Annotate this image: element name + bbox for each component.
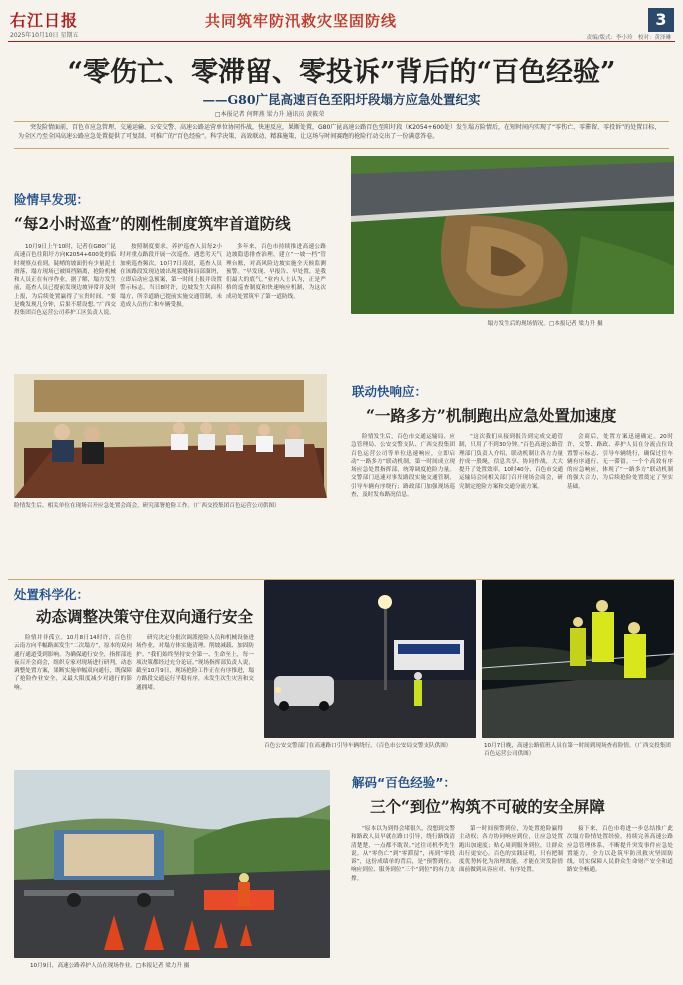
section1-title: “每2小时巡查”的刚性制度筑牢首道防线 — [14, 214, 291, 233]
landslide-photo — [351, 156, 674, 314]
section2-column-3: 会商后，处置方案迅速确定。20时许，交警、路政、养护人员在分流点位设置警示标志、引导车辆绕行，确保过往车辆有序通行、无一滞留。一个个高效有序的应急响应，体现了“一路多方”联动机制的强大合力，为后续抢险处置奠定了坚实基础。 — [567, 434, 673, 490]
section3-label: 处置科学化： — [14, 587, 90, 602]
meeting-photo — [14, 374, 327, 498]
page-headline: “零伤亡、零滞留、零投诉”背后的“百色经验” — [67, 57, 616, 88]
night-traffic-illustration — [264, 580, 476, 738]
section1-column-3: 多年来，百色市持续推进高速公路边坡隐患排查治理，建立“一坡一档”管理台账，对高风险边坡实施全天候监测预警。“早发现、早报告、早处置，是我们最大的底气。”业内人士认为，正是严格的巡查制度和快速响应机制，为这次成功处置筑牢了第一道防线。 — [226, 244, 326, 300]
meeting-caption: 险情发生后，相关单位在现场召开应急处置会商会，研究部署抢险工作。（广西交投集团百色运营公司供图） — [14, 503, 280, 509]
meeting-illustration — [14, 374, 327, 498]
cones-caption: 10月9日，高速公路养护人员在现场作业。□本报记者 梁力升 摄 — [30, 963, 190, 969]
night-workers-caption: 10月7日晚，高速公路值班人员在第一时间到现场查看险情。（广西交投集团百色运营公司供图） — [484, 743, 671, 757]
top-rule — [8, 41, 675, 42]
night-traffic-photo — [264, 580, 476, 738]
landslide-illustration — [351, 156, 674, 314]
page-number: 3 — [648, 8, 674, 32]
editor-credits: 责编/版式：李小玲 校对：黄泽琳 — [586, 35, 671, 41]
section1-column-1: 10月9日上午10时，记者在G80广昆高速百色往阳圩方向K2054+600处的临时观察点看到，陡峭的坡面仍有少量泥土滑落，塌方现场已被围挡隔离，抢险机械和人员正在有序作业。据了解，塌方发生前，巡查人员已提前发现边坡异常并及时上报，为后续处置赢得了宝贵时间。“要是晚发现几分钟，后果不堪设想。”广西交投集团百色运营公司养护工区负责人说。 — [14, 244, 116, 317]
landslide-caption: 塌方发生后的现场情况。□本报记者 梁力升 摄 — [487, 321, 603, 327]
issue-date: 2025年10月10日 星期五 — [10, 32, 79, 39]
section2-column-1: 险情发生后，百色市交通运输局、应急管理局、公安交警支队、广西交投集团百色运营公司等单位迅速响应，立即启动“一路多方”联动机制，第一时间成立现场应急处置指挥部，统筹调度抢险力量。交警部门迅速对事发路段实施交通管制，引导车辆有序绕行；路政部门加强现场巡查，及时发布路况信息。 — [351, 434, 455, 499]
section1-column-2: 按照制度要求，养护巡查人员每2小时对重点路段开展一次巡查，遇恶劣天气加密巡查频次。10月7日凌晨，巡查人员在该路段发现边坡出现裂缝和局部溜坍，立即启动应急预案，第一时间上报并设置警示标志。当日8时许，边坡发生大面积塌方，所幸道路已提前实施交通管制，未造成人员伤亡和车辆受损。 — [120, 244, 222, 309]
section4-label: 解码“百色经验”： — [352, 775, 456, 790]
night-workers-photo — [482, 580, 674, 738]
section2-column-2: “这次我们从接到报告到完成交通管制，只用了不到30分钟。”百色高速公路管理部门负责人介绍，联动机制让各方力量拧成一股绳，信息共享、协同作战，大大提升了处置效率。10时40分，百色市交通运输局会同相关部门召开现场会商会，研究制定抢险方案和交通分流方案。 — [459, 434, 563, 490]
section2-title: “一路多方”机制跑出应急处置加速度 — [366, 406, 617, 425]
page-subheadline: ——G80广昆高速百色至阳圩段塌方应急处置纪实 — [202, 92, 481, 107]
section4-column-1: “原本以为到得会堵很久，没想到交警和路政人员早就在路口引导，绕行路线清清楚楚，一点都不耽误。”过往司机李先生说。从“零伤亡”到“零滞留”，再到“零投诉”，这份成绩单的背后，是“预警到位、响应到位、服务到位”三个“到位”的有力支撑。 — [351, 826, 455, 882]
cones-photo — [14, 770, 330, 958]
intro-paragraph: 突发险情面前，百色市应急管理、交通运输、公安交警、高速公路运营单位协同作战，快速反应，果断处置，G80广昆高速公路百色至阳圩段（K2054+600处）发生塌方险情后，在短时间内实现了“零伤亡、零滞留、零投诉”的处置目标，为全区乃至全国高速公路应急处置提供了可复制、可推广的“百色经验”。科学决策、高效联动、精准施策，让这场与时间赛跑的抢险行动交出了一份满意答卷。 — [14, 121, 669, 149]
byline: □本报记者 何辉燕 梁力升 通讯员 黄筱荣 — [215, 111, 325, 118]
section4-column-2: 第一时间预警到位，为处置抢险赢得主动权；各方协同响应到位，让应急处置跑出加速度；贴心周到服务到位，让群众出行更安心。百色的实践证明，只有把制度优势转化为治理效能，才能在突发险情面前做到从容应对、有序处置。 — [459, 826, 563, 874]
masthead — [0, 0, 683, 42]
cones-illustration — [14, 770, 330, 958]
section3-column-1: 险情并非孤立。10月8日14时许，百色往云南方向半幅路面发生“二次塌方”，原本的双向通行通道受到影响。为确保通行安全，指挥部连夜召开会商会，组织专家对现场进行研判，动态调整处置方案，果断实施单幅双向通行，既保障了抢险作业安全，又最大限度减少对通行的影响。 — [14, 635, 132, 691]
section1-label: 险情早发现： — [14, 192, 90, 207]
section3-title: 动态调整决策守住双向通行安全 — [36, 607, 254, 626]
section4-column-3: 接下来，百色市将进一步总结推广此次塌方险情处置经验，持续完善高速公路应急管理体系，不断提升突发事件应急处置能力，全力以赴筑牢防汛救灾坚固防线，切实保障人民群众生命财产安全和道路安全畅通。 — [567, 826, 673, 874]
night-workers-illustration — [482, 580, 674, 738]
night-traffic-caption: 百色公安交警部门在高速路口引导车辆绕行。（百色市公安局交警支队供图） — [264, 743, 452, 749]
section4-title: 三个“到位”构筑不可破的安全屏障 — [370, 797, 605, 816]
newspaper-logo: 右江日报 — [10, 11, 79, 30]
section2-label: 联动快响应： — [352, 384, 428, 399]
page-rubric: 共同筑牢防汛救灾坚固防线 — [205, 12, 398, 30]
section3-column-2: 研究决定分批次调派抢险人员和机械设备进场作业，对塌方体实施清理、削坡减载、加固防护。“我们始终坚持安全第一、生命至上，每一项决策都经过充分论证。”现场指挥部负责人说，截至10月9日，现场抢险工作正在有序推进，塌方路段交通运行平稳有序，未发生次生灾害和交通拥堵。 — [136, 635, 254, 691]
